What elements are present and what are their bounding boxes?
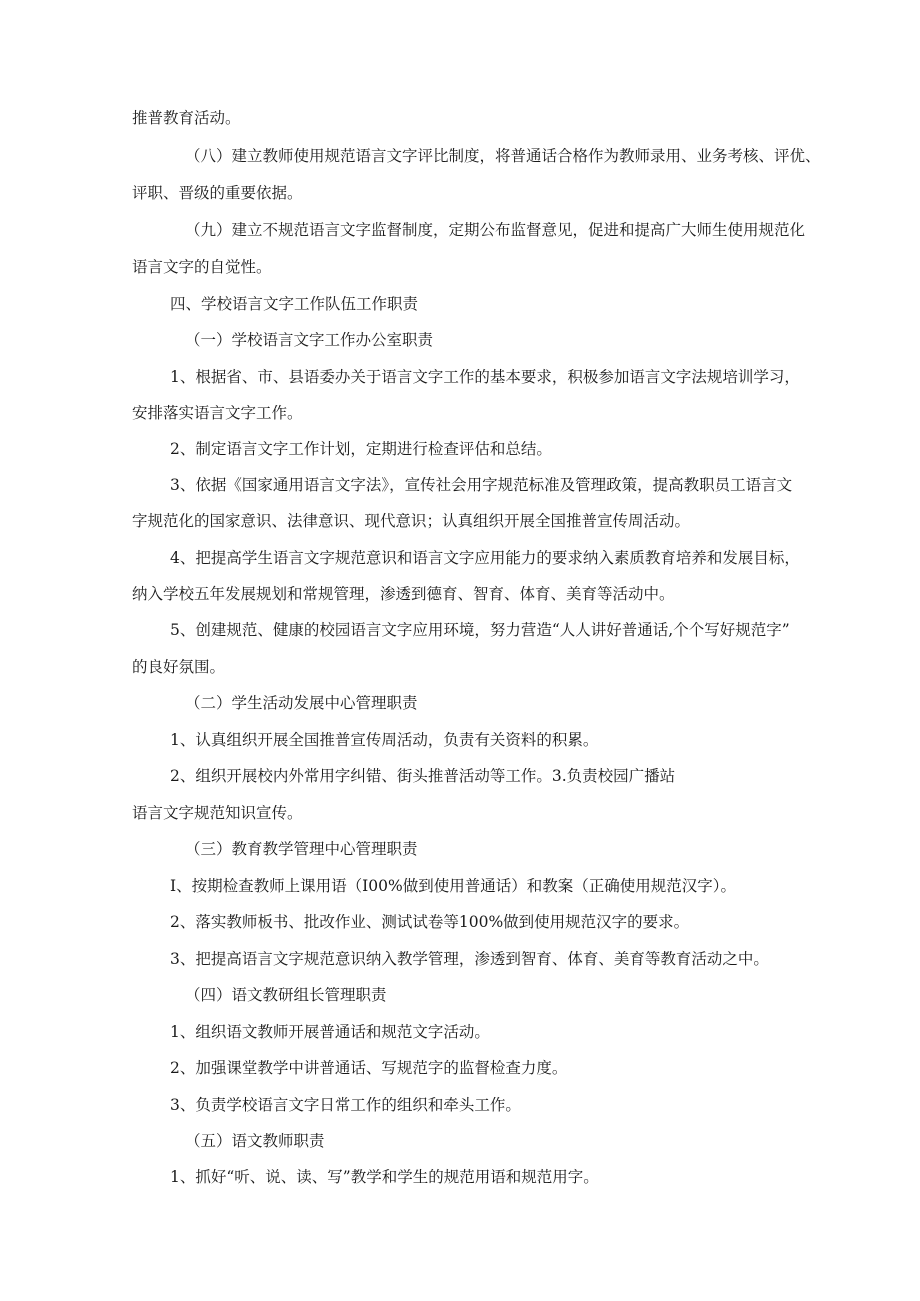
- text-line: （八）建立教师使用规范语言文字评比制度，将普通话合格作为教师录用、业务考核、评优、: [185, 147, 821, 165]
- subsection-heading: （五）语文教师职责: [185, 1132, 325, 1150]
- text-line: 语言文字规范知识宣传。: [132, 804, 303, 822]
- text-line: 的良好氛围。: [132, 658, 226, 676]
- text-line: 4、把提高学生语言文字规范意识和语言文字应用能力的要求纳入素质教育培养和发展目标，: [170, 549, 800, 567]
- text-line: 1、组织语文教师开展普通话和规范文字活动。: [170, 1023, 490, 1041]
- section-heading: 四、学校语言文字工作队伍工作职责: [170, 295, 419, 313]
- text-line: 1、根据省、市、县语委办关于语言文字工作的基本要求，积极参加语言文字法规培训学习，: [170, 368, 800, 386]
- text-line: 推普教育活动。: [132, 109, 241, 127]
- text-line: 2、制定语言文字工作计划，定期进行检查评估和总结。: [170, 440, 552, 458]
- subsection-heading: （三）教育教学管理中心管理职责: [185, 840, 418, 858]
- text-line: 2、加强课堂教学中讲普通话、写规范字的监督检查力度。: [170, 1059, 568, 1077]
- text-line: I、按期检查教师上课用语（I00%做到使用普通话）和教案（正确使用规范汉字）。: [170, 877, 736, 895]
- text-line: 1、认真组织开展全国推普宣传周活动，负责有关资料的积累。: [170, 731, 599, 749]
- text-line: 2、落实教师板书、批改作业、测试试卷等100%做到使用规范汉字的要求。: [170, 913, 690, 931]
- text-line: 纳入学校五年发展规划和常规管理，渗透到德育、智育、体育、美育等活动中。: [132, 585, 675, 603]
- subsection-heading: （一）学校语言文字工作办公室职责: [185, 331, 434, 349]
- text-line: 评职、晋级的重要依据。: [132, 184, 303, 202]
- subsection-heading: （四）语文教研组长管理职责: [185, 986, 387, 1004]
- text-line: 安排落实语言文字工作。: [132, 404, 303, 422]
- text-line: 1、抓好“听、说、读、写”教学和学生的规范用语和规范用字。: [170, 1168, 599, 1186]
- text-line: （九）建立不规范语言文字监督制度，定期公布监督意见，促进和提高广大师生使用规范化: [185, 221, 806, 239]
- text-line: 3、把提高语言文字规范意识纳入教学管理，渗透到智育、体育、美育等教育活动之中。: [170, 950, 769, 968]
- subsection-heading: （二）学生活动发展中心管理职责: [185, 694, 418, 712]
- text-line: 2、组织开展校内外常用字纠错、街头推普活动等工作。3.负责校园广播站: [170, 767, 676, 785]
- text-line: 语言文字的自觉性。: [132, 258, 272, 276]
- text-line: 字规范化的国家意识、法律意识、现代意识；认真组织开展全国推普宣传周活动。: [132, 512, 691, 530]
- text-line: 3、负责学校语言文字日常工作的组织和牵头工作。: [170, 1096, 521, 1114]
- text-line: 5、创建规范、健康的校园语言文字应用环境，努力营造“人人讲好普通话,个个写好规范字”: [170, 621, 790, 639]
- text-line: 3、依据《国家通用语言文字法》，宣传社会用字规范标准及管理政策，提高教职员工语言文: [170, 476, 793, 494]
